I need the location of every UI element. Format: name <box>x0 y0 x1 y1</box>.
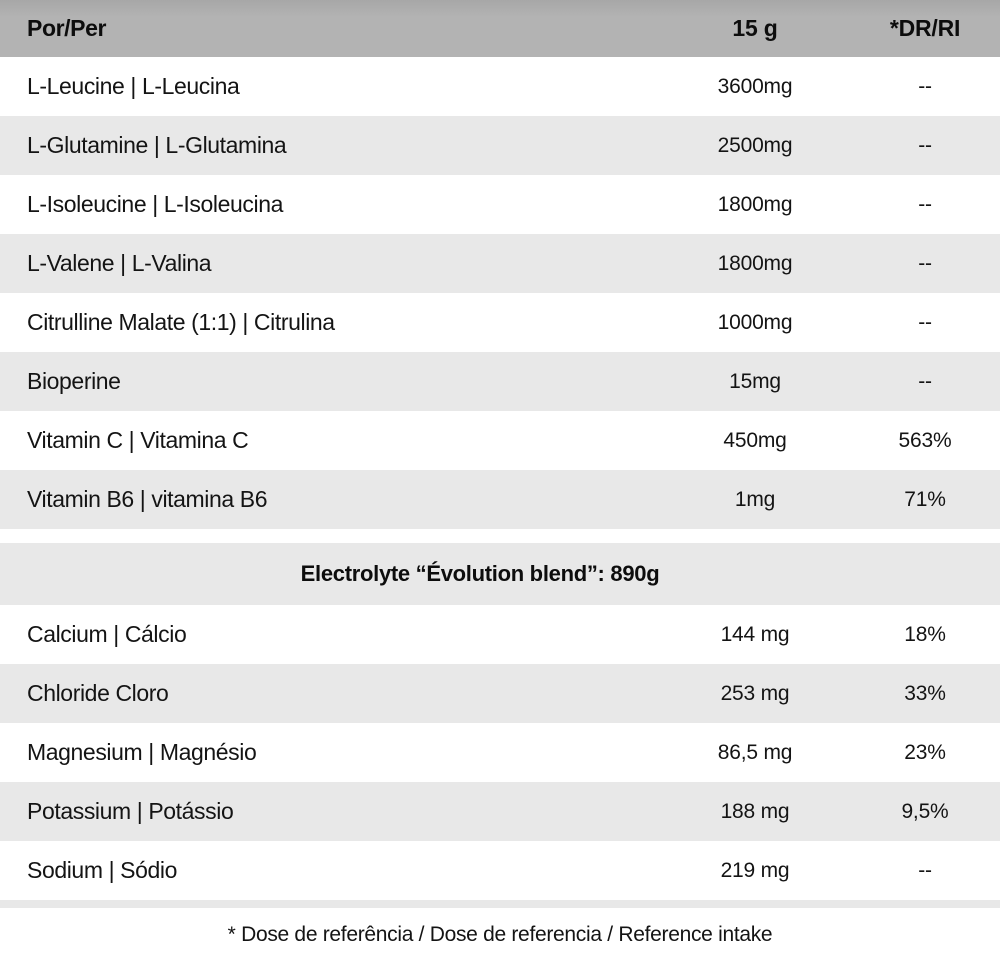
table-row <box>0 664 1000 723</box>
row-name-cell: Chloride Cloro <box>27 680 169 706</box>
header-col-per: Por/Per <box>27 15 107 41</box>
row-name-cell: L-Leucine | L-Leucina <box>27 73 240 99</box>
table-row <box>0 605 1000 664</box>
row-name-cell: Sodium | Sódio <box>27 857 177 883</box>
reference-intake-footnote <box>0 908 1000 962</box>
row-amount-cell: 1mg <box>734 487 776 511</box>
row-name-cell: L-Glutamine | L-Glutamina <box>27 132 287 158</box>
row-amount-cell: 2500mg <box>717 133 793 157</box>
row-amount-cell: 1800mg <box>717 192 793 216</box>
row-name-cell: Bioperine <box>27 368 121 394</box>
row-amount-cell: 3600mg <box>717 74 793 98</box>
row-amount-cell: 450mg <box>723 428 787 452</box>
header-col-serving: 15 g <box>732 15 778 41</box>
row-name-cell: Vitamin B6 | vitamina B6 <box>27 486 268 512</box>
row-dri-cell: -- <box>918 858 932 882</box>
section-header-label: Electrolyte “Évolution blend”: 890g <box>300 561 660 586</box>
row-name-cell: L-Valene | L-Valina <box>27 250 212 276</box>
table-row <box>0 470 1000 529</box>
row-dri-cell: -- <box>918 192 932 216</box>
row-amount-cell: 144 mg <box>720 622 790 646</box>
row-amount-cell: 1800mg <box>717 251 793 275</box>
table-row <box>0 175 1000 234</box>
footnote-text: * Dose de referência / Dose de referencia / Reference intake <box>227 923 773 946</box>
footer-divider-strip <box>0 900 1000 908</box>
row-name-cell: Potassium | Potássio <box>27 798 234 824</box>
row-name-cell: Citrulline Malate (1:1) | Citrulina <box>27 309 335 335</box>
table-row <box>0 293 1000 352</box>
table-row <box>0 841 1000 900</box>
table-header-row <box>0 0 1000 57</box>
table-row <box>0 116 1000 175</box>
row-dri-cell: 23% <box>904 740 946 764</box>
row-name-cell: Magnesium | Magnésio <box>27 739 257 765</box>
section-divider-gap <box>0 529 1000 543</box>
table-row <box>0 723 1000 782</box>
row-amount-cell: 219 mg <box>720 858 790 882</box>
row-dri-cell: -- <box>918 251 932 275</box>
row-dri-cell: 563% <box>898 428 952 452</box>
table-row <box>0 411 1000 470</box>
row-dri-cell: 33% <box>904 681 946 705</box>
row-name-cell: Vitamin C | Vitamina C <box>27 427 249 453</box>
row-name-cell: L-Isoleucine | L-Isoleucina <box>27 191 283 217</box>
row-dri-cell: -- <box>918 74 932 98</box>
row-amount-cell: 15mg <box>729 369 781 393</box>
row-amount-cell: 1000mg <box>717 310 793 334</box>
table-row <box>0 782 1000 841</box>
table-row <box>0 352 1000 411</box>
row-amount-cell: 253 mg <box>720 681 790 705</box>
row-amount-cell: 188 mg <box>720 799 790 823</box>
row-dri-cell: -- <box>918 310 932 334</box>
row-dri-cell: 71% <box>904 487 946 511</box>
table-row <box>0 57 1000 116</box>
row-dri-cell: 9,5% <box>901 799 949 823</box>
row-dri-cell: -- <box>918 133 932 157</box>
row-dri-cell: 18% <box>904 622 946 646</box>
row-name-cell: Calcium | Cálcio <box>27 621 187 647</box>
electrolyte-blend-section-header <box>0 543 1000 605</box>
row-amount-cell: 86,5 mg <box>717 740 793 764</box>
table-row <box>0 234 1000 293</box>
header-col-dri: *DR/RI <box>889 15 961 41</box>
row-dri-cell: -- <box>918 369 932 393</box>
